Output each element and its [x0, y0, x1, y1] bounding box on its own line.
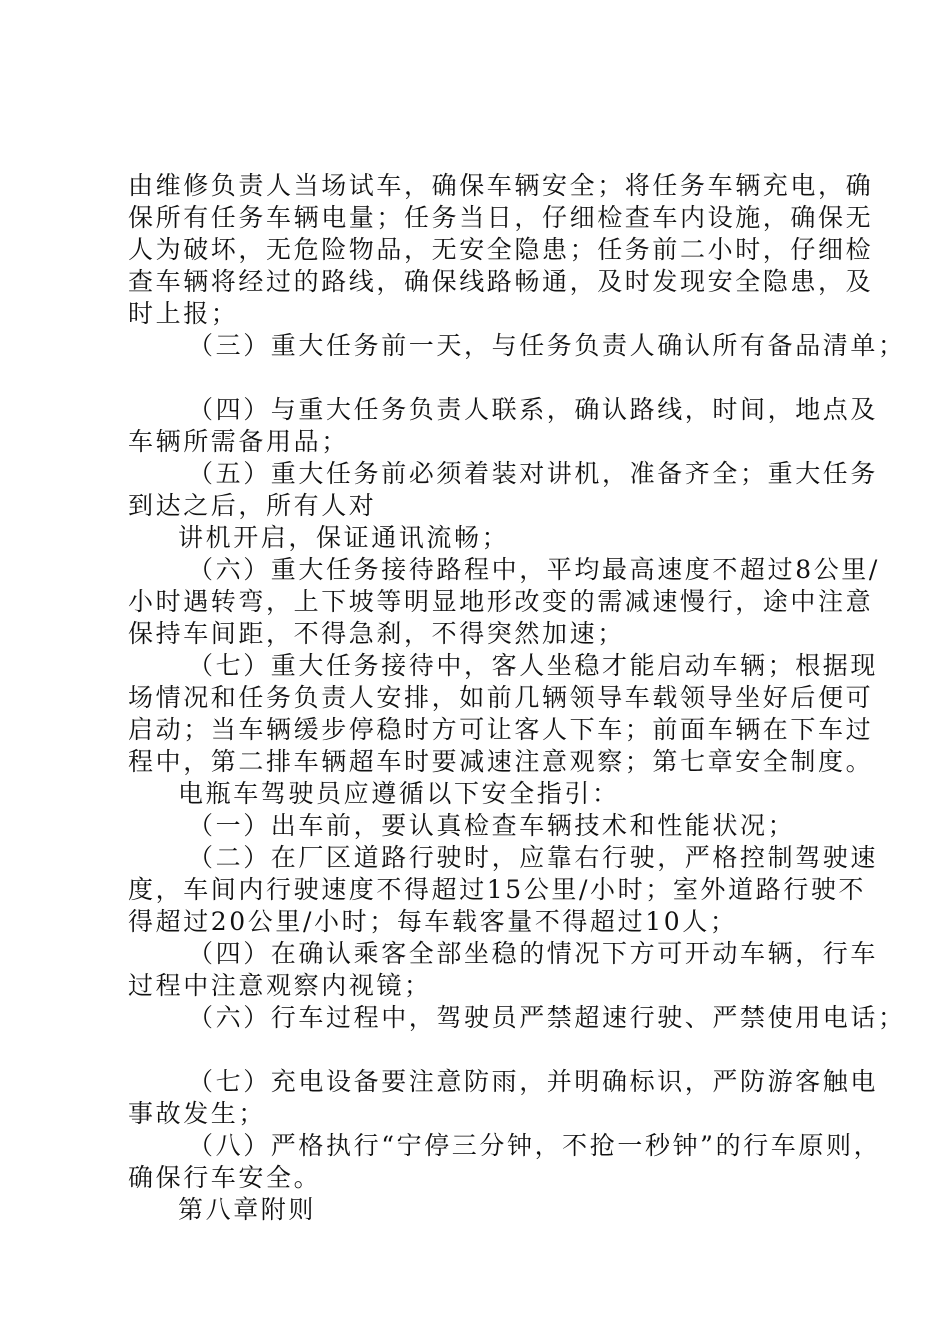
document-page — [128, 170, 906, 1226]
rule-7: （七）充电设备要注意防雨，并明确标识，严防游客触电 — [188, 1067, 879, 1096]
clause-7: （七）重大任务接待中，客人坐稳才能启动车辆；根据现 — [188, 651, 879, 680]
paragraph-line: 场情况和任务负责人安排，如前几辆领导车载领导坐好后便可 — [128, 683, 874, 712]
paragraph-line: 保持车间距，不得急刹，不得突然加速； — [128, 619, 625, 648]
paragraph-line: 时上报； — [128, 299, 239, 328]
paragraph-line: 查车辆将经过的路线，确保线路畅通，及时发现安全隐患，及 — [128, 267, 874, 296]
paragraph-line: 启动；当车辆缓步停稳时方可让客人下车；前面车辆在下车过 — [128, 715, 874, 744]
clause-3: （三）重大任务前一天，与任务负责人确认所有备品清单； — [188, 331, 906, 360]
paragraph-line: 度，车间内行驶速度不得超过15公里/小时；室外道路行驶不 — [128, 875, 867, 904]
section-intro: 电瓶车驾驶员应遵循以下安全指引： — [178, 779, 620, 808]
paragraph-line: 事故发生； — [128, 1099, 267, 1128]
rule-4: （四）在确认乘客全部坐稳的情况下方可开动车辆，行车 — [188, 939, 879, 968]
chapter-heading: 第八章附则 — [178, 1195, 317, 1224]
rule-1: （一）出车前，要认真检查车辆技术和性能状况； — [188, 811, 796, 840]
blank-line — [128, 1034, 838, 1066]
clause-6: （六）重大任务接待路程中，平均最高速度不超过8公里/ — [188, 555, 880, 584]
paragraph-line: 得超过20公里/小时；每车载客量不得超过10人； — [128, 907, 738, 936]
paragraph-line: 车辆所需备用品； — [128, 427, 349, 456]
paragraph-line: 到达之后，所有人对 — [128, 491, 377, 520]
paragraph-line: 程中，第二排车辆超车时要减速注意观察；第七章安全制度。 — [128, 747, 874, 776]
paragraph-line: 小时遇转弯，上下坡等明显地形改变的需减速慢行，途中注意 — [128, 587, 874, 616]
paragraph-line: 过程中注意观察内视镜； — [128, 971, 432, 1000]
rule-2: （二）在厂区道路行驶时，应靠右行驶，严格控制驾驶速 — [188, 843, 879, 872]
paragraph-line: 由维修负责人当场试车，确保车辆安全；将任务车辆充电，确 — [128, 171, 874, 200]
paragraph-line: 保所有任务车辆电量；任务当日，仔细检查车内设施，确保无 — [128, 203, 874, 232]
paragraph-line: 确保行车安全。 — [128, 1163, 322, 1192]
paragraph-line: 讲机开启，保证通讯流畅； — [178, 523, 510, 552]
clause-4: （四）与重大任务负责人联系，确认路线，时间，地点及 — [188, 395, 879, 424]
blank-line — [128, 362, 838, 394]
clause-5: （五）重大任务前必须着装对讲机，准备齐全；重大任务 — [188, 459, 879, 488]
paragraph-line: 人为破坏，无危险物品，无安全隐患；任务前二小时，仔细检 — [128, 235, 874, 264]
rule-8: （八）严格执行“宁停三分钟，不抢一秒钟”的行车原则， — [188, 1131, 882, 1160]
rule-6: （六）行车过程中，驾驶员严禁超速行驶、严禁使用电话； — [188, 1003, 906, 1032]
